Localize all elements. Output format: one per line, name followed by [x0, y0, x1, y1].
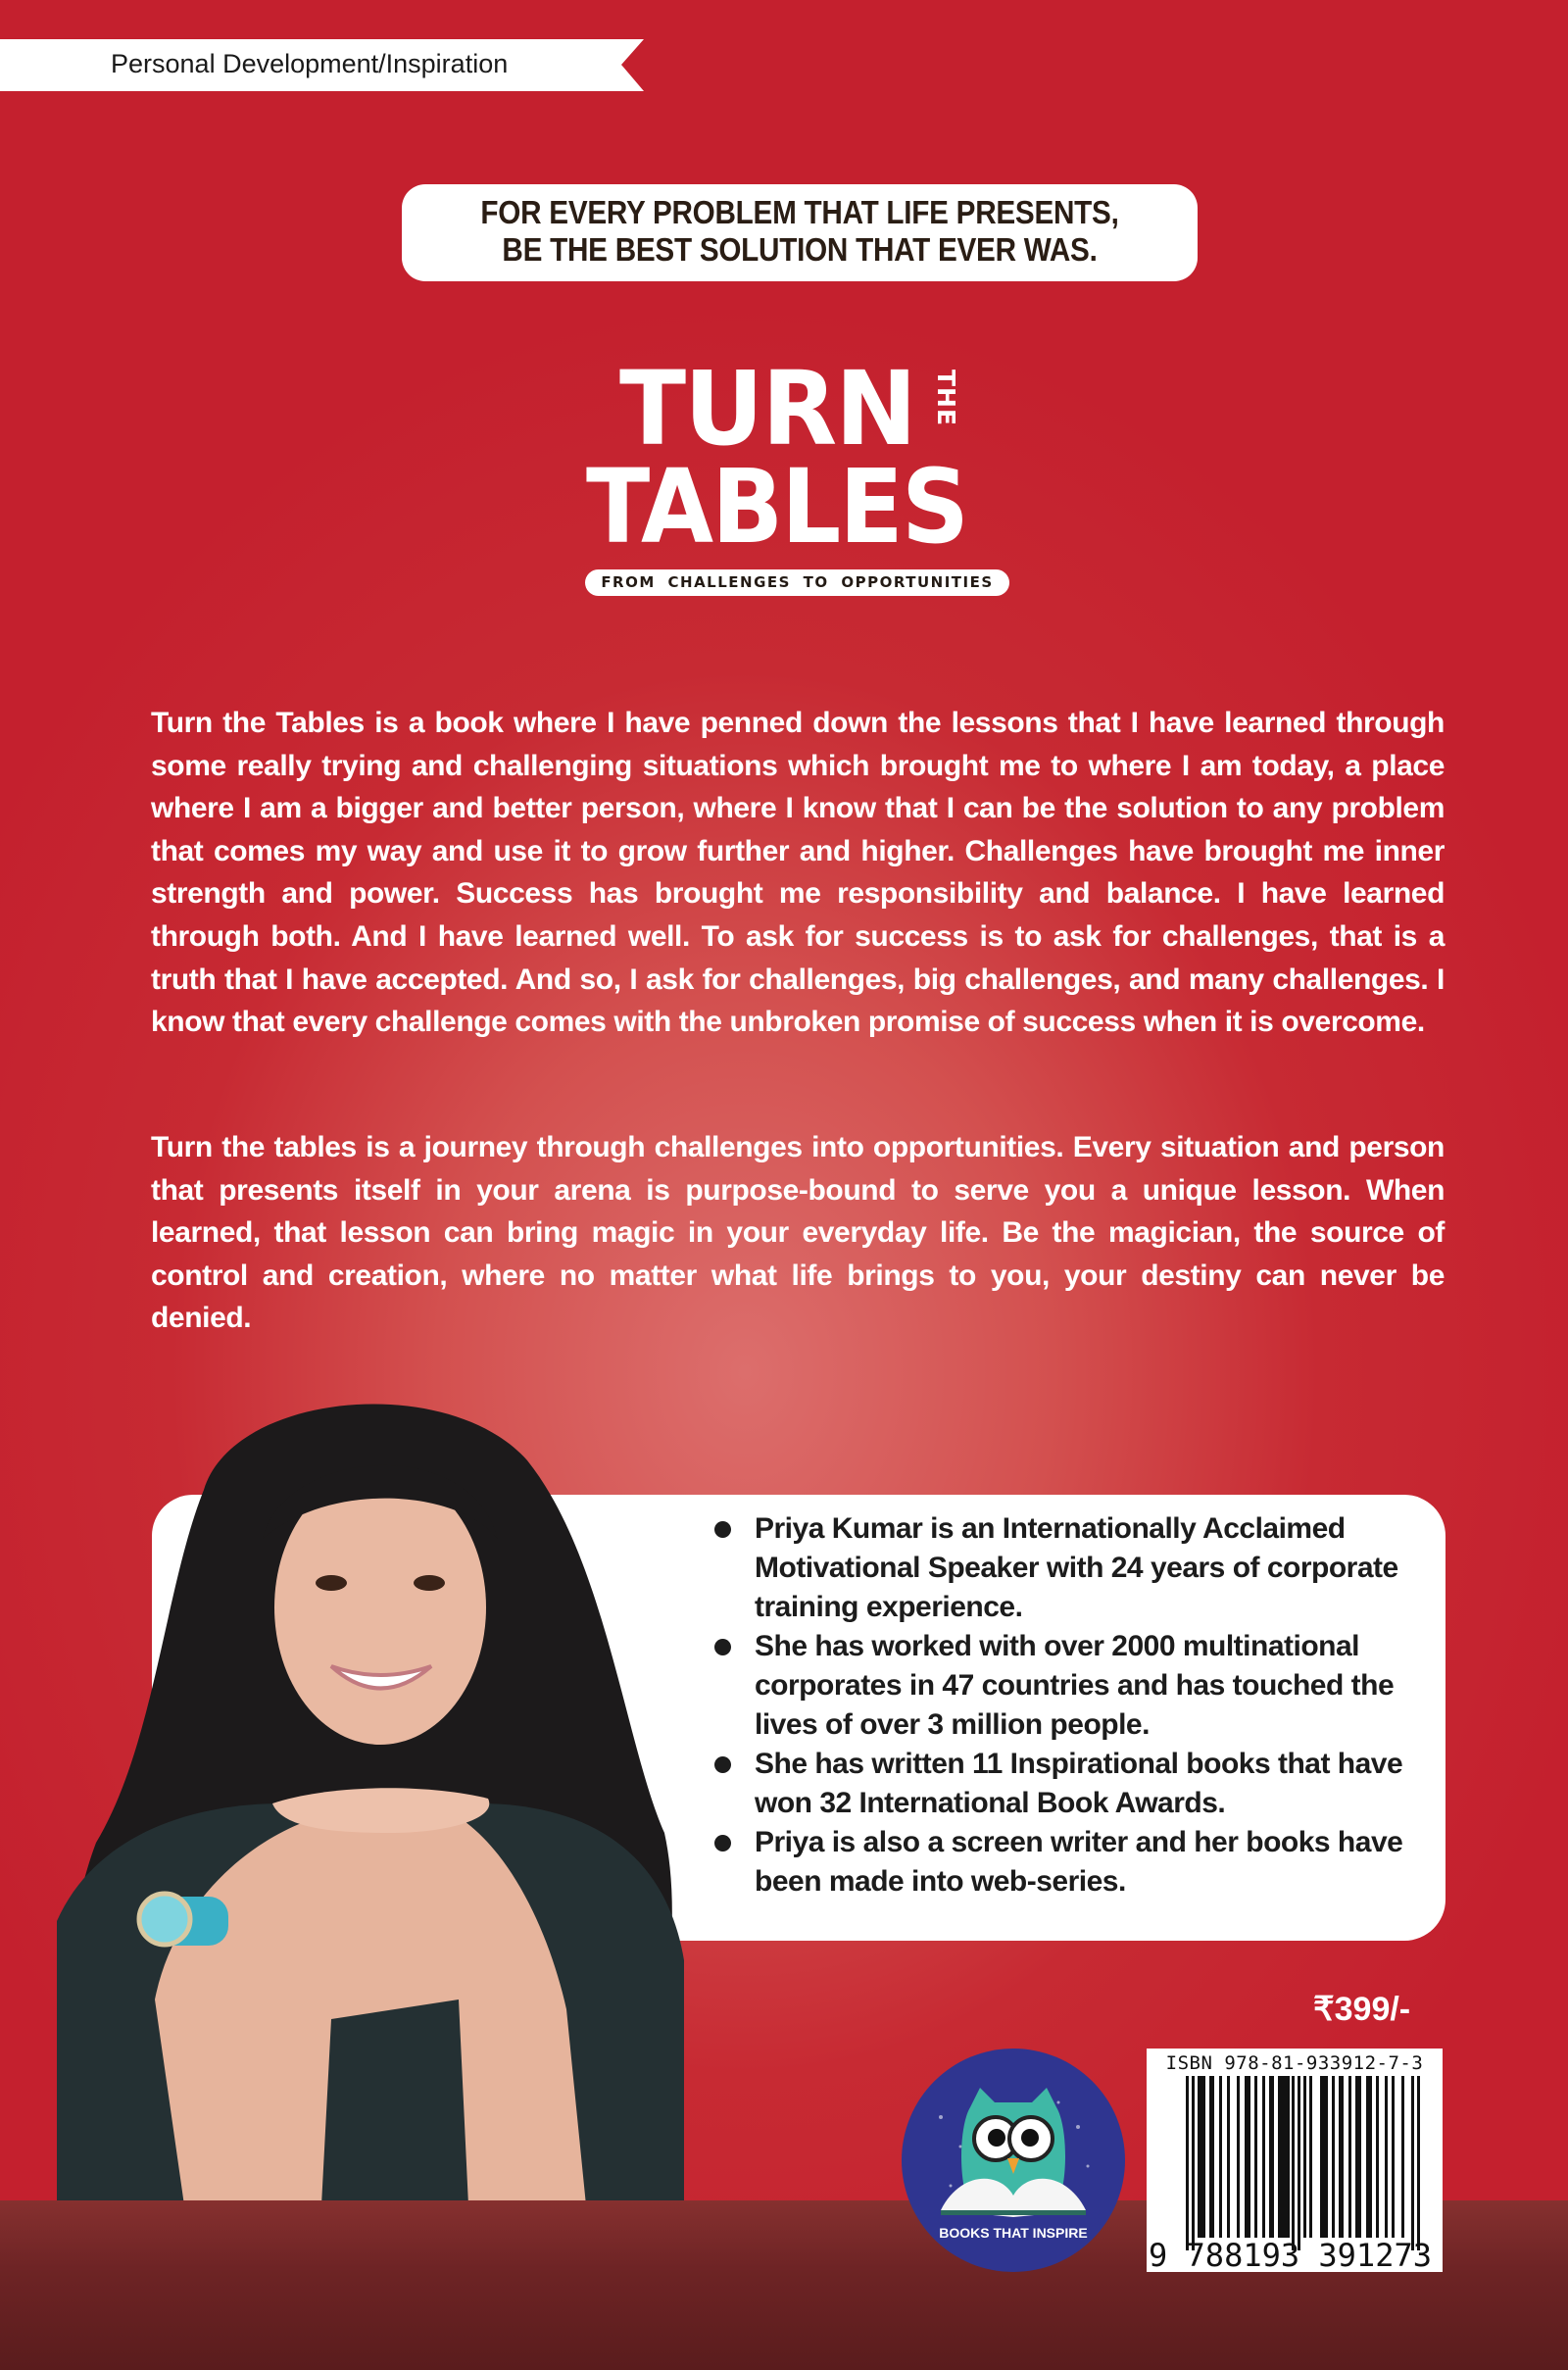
bullet-icon [714, 1521, 731, 1538]
bio-item [710, 1745, 1436, 1823]
isbn-label: ISBN 978-81-933912-7-3 [1165, 2052, 1424, 2074]
author-portrait [37, 1372, 704, 2205]
title-word-turn: TURN [619, 349, 915, 469]
bio-text: She has written 11 Inspirational books that have won 32 International Book Awards. [755, 1748, 1403, 1819]
bio-item [710, 1627, 1436, 1745]
tagline-line-1: FOR EVERY PROBLEM THAT LIFE PRESENTS, [480, 194, 1119, 230]
tagline-box [402, 184, 1198, 281]
bullet-icon [714, 1756, 731, 1773]
bio-text: Priya Kumar is an Internationally Acclaimed Motivational Speaker with 24 years of corporate training experience. [755, 1512, 1398, 1623]
author-bio-list [710, 1509, 1436, 1901]
blurb-paragraph-1: Turn the Tables is a book where I have penned down the lessons that I have learned through some really trying and challenging situations which brought me to where I am today, a place where I am a bigger and better person, where I know that I can be the solution to any problem that comes my way and use it to grow further and higher. Challenges have brought me inner strength and power. Success has brought me responsibility and balance. I have learned through both. And I have learned well. To ask for success is to ask for challenges, that is a truth that I have accepted. And so, I ask for challenges, big challenges, and many challenges. I know that every challenge comes with the unbroken promise of success when it is overcome. [151, 707, 1445, 1039]
price-label: ₹399/- [1313, 1991, 1411, 2028]
isbn-barcode [1147, 2049, 1443, 2272]
bio-item [710, 1509, 1436, 1627]
tagline-line-2: BE THE BEST SOLUTION THAT EVER WAS. [502, 231, 1098, 268]
title-word-the: THE [932, 370, 960, 427]
bullet-icon [714, 1835, 731, 1852]
author-photo-icon [37, 1372, 704, 2205]
title-word-tables: TABLES [586, 447, 968, 567]
publisher-logo [902, 2049, 1125, 2272]
book-title [568, 349, 1019, 613]
bio-text: She has worked with over 2000 multinational corporates in 47 countries and has touched the lives of over 3 million people. [755, 1630, 1395, 1741]
bullet-icon [714, 1639, 731, 1655]
bio-text: Priya is also a screen writer and her books have been made into web-series. [755, 1826, 1403, 1898]
category-ribbon [0, 39, 644, 91]
ean-digits: 9 788193 391273 [1149, 2237, 1432, 2274]
subtitle-pill: FROM CHALLENGES TO OPPORTUNITIES [585, 569, 1009, 596]
publisher-logo-text: BOOKS THAT INSPIRE [939, 2225, 1088, 2241]
blurb-paragraph-2: Turn the tables is a journey through challenges into opportunities. Every situation and person that presents itself in your arena is purpose-bound to serve you a unique lesson. When learned, that lesson can bring magic in your everyday life. Be the magician, the source of control and creation, where no matter what life brings to you, your destiny can never be denied. [151, 1131, 1445, 1335]
category-label: Personal Development/Inspiration [111, 49, 509, 78]
bio-item [710, 1823, 1436, 1901]
